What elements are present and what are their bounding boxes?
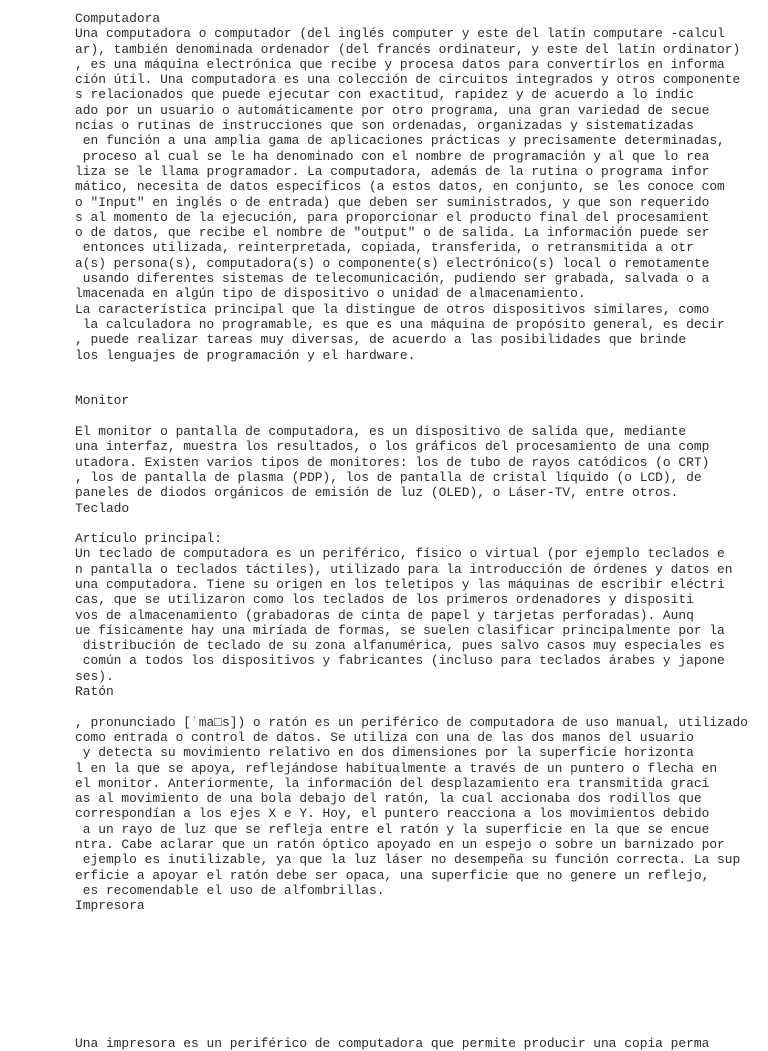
- blank-line: [75, 914, 735, 929]
- blank-line: [75, 1021, 735, 1036]
- blank-line: [75, 929, 735, 944]
- section-heading-impresora: Impresora: [75, 898, 145, 914]
- blank-line: [75, 990, 735, 1005]
- section-body-teclado: Un teclado de computadora es un periférico, físico o virtual (por ejemplo teclados e n pantalla o teclados táctiles), utilizado para la introducción de órdenes y datos en una computadora. Tiene su origen en los teletipos y las máquinas de escribir eléctri cas, que se utilizaron como los teclados de los primeros ordenadores y dispositi vos de almacenamiento (grabadoras de cinta de papel y tarjetas perforadas). Aunq ue físicamente hay una miríada de formas, se suelen clasificar principalmente por la distribución de teclado de su zona alfanumérica, pues salvo casos muy especiales es común a todos los dispositivos y fabricantes (incluso para teclados árabes y japone ses).: [75, 546, 733, 684]
- blank-line: [75, 1005, 735, 1020]
- blank-line: [75, 409, 735, 424]
- blank-line: [75, 944, 735, 959]
- section-body-impresora: Una impresora es un periférico de computadora que permite producir una copia perma: [75, 1035, 710, 1051]
- section-heading-teclado: Teclado: [75, 500, 130, 516]
- section-body-monitor: El monitor o pantalla de computadora, es un dispositivo de salida que, mediante una interfaz, muestra los resultados, o los gráficos del procesamiento de una comp utadora. Existen varios tipos de monitores: los de tubo de rayos catódicos (o CRT) , los de pantalla de plasma (PDP), los de pantalla de cristal líquido (o LCD), de paneles de diodos orgánicos de emisión de luz (OLED), o Láser-TV, entre otros.: [75, 424, 710, 501]
- section-body-raton: , pronunciado [ˈma□s]) o ratón es un periférico de computadora de uso manual, utilizado como entrada o control de datos. Se utiliza con una de las dos manos del usuario y detecta su movimiento relativo en dos dimensiones por la superficie horizonta l en la que se apoya, reflejándose habitualmente a través de un puntero o flecha en el monitor. Anteriormente, la información del desplazamiento era transmitida graci as al movimiento de una bola debajo del ratón, la cual accionaba dos rodillos que correspondían a los ejes X e Y. Hoy, el puntero reacciona a los movimientos debido a un rayo de luz que se refleja entre el ratón y la superficie en la que se encue ntra. Cabe aclarar que un ratón óptico apoyado en un espejo o sobre un barnizado por ejemplo es inutilizable, ya que la luz láser no desempeña su función correcta. La sup erficie a apoyar el ratón debe ser opaca, una superficie que no genere un reflejo, es recomendable el uso de alfombrillas.: [75, 714, 749, 898]
- blank-line: [75, 699, 735, 714]
- document-page: [75, 11, 749, 1051]
- blank-line: [75, 516, 735, 531]
- section-heading-raton: Ratón: [75, 684, 114, 700]
- section-subheading-teclado: Artículo principal:: [75, 531, 222, 547]
- section-heading-monitor: Monitor: [75, 393, 130, 409]
- blank-line: [75, 363, 735, 378]
- blank-line: [75, 378, 735, 393]
- section-body-computadora: Una computadora o computador (del inglés computer y este del latín computare -calcul ar), también denominada ordenador (del francés ordinateur, y este del latín ordinator) , es una máquina electrónica que recibe y procesa datos para convertirlos en informa ción útil. Una computadora es una colección de circuitos integrados y otros componente s relacionados que puede ejecutar con exactitud, rapidez y de acuerdo a lo indic ado por un usuario o automáticamente por otro programa, una gran variedad de secue ncias o rutinas de instrucciones que son ordenadas, organizadas y sistematizadas en función a una amplia gama de aplicaciones prácticas y precisamente determinadas, proceso al cual se le ha denominado con el nombre de programación y al que lo rea liza se le llama programador. La computadora, además de la rutina o programa infor mático, necesita de datos específicos (a estos datos, en conjunto, se les conoce com o "Input" en inglés o de entrada) que deben ser suministrados, y que son requerido s al momento de la ejecución, para proporcionar el producto final del procesamient o de datos, que recibe el nombre de "output" o de salida. La información puede ser entonces utilizada, reinterpretada, copiada, transferida, o retransmitida a otr a(s) persona(s), computadora(s) o componente(s) electrónico(s) local o remotamente usando diferentes sistemas de telecomunicación, pudiendo ser grabada, salvada o a lmacenada en algún tipo de dispositivo o unidad de almacenamiento. La característica principal que la distingue de otros dispositivos similares, como la calculadora no programable, es que es una máquina de propósito general, es decir , puede realizar tareas muy diversas, de acuerdo a las posibilidades que brinde los lenguajes de programación y el hardware.: [75, 26, 741, 363]
- blank-line: [75, 975, 735, 990]
- section-heading-computadora: Computadora: [75, 11, 161, 26]
- blank-line: [75, 959, 735, 974]
